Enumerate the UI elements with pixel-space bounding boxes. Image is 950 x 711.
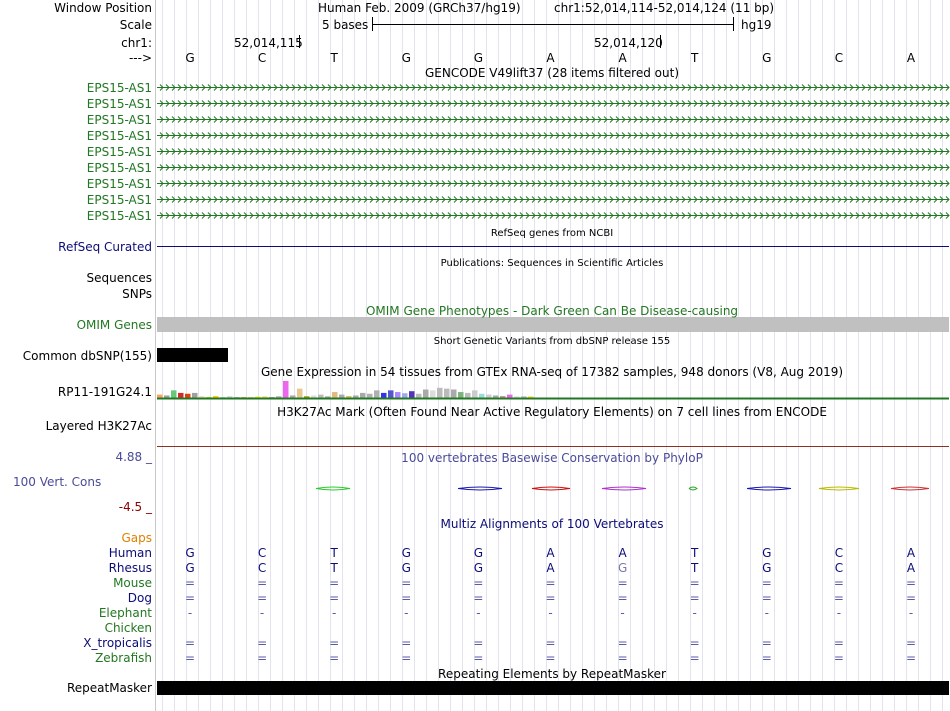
alignment-base: T [330, 561, 338, 575]
alignment-base: = [473, 651, 484, 665]
gtex-tissue-bar[interactable] [185, 394, 191, 398]
gtex-tissue-bar[interactable] [388, 390, 394, 398]
alignment-base: A [906, 546, 916, 560]
gencode-item-label[interactable]: EPS15-AS1 [86, 193, 152, 207]
gencode-track-title[interactable]: GENCODE V49lift37 (28 items filtered out) [424, 66, 680, 80]
alignment-base: T [691, 546, 699, 560]
gtex-track-title[interactable]: Gene Expression in 54 tissues from GTEx RNA-seq of 17382 samples, 948 donors (V8, Aug 2019) [260, 365, 844, 379]
alignment-base: - [476, 606, 481, 620]
gtex-tissue-bar[interactable] [360, 393, 366, 398]
alignment-base: = [473, 591, 484, 605]
repeatmasker-block[interactable] [157, 681, 949, 695]
base-letter: T [330, 51, 338, 65]
alignment-base: G [617, 561, 628, 575]
gtex-tissue-bar[interactable] [367, 394, 373, 398]
alignment-base: = [401, 576, 412, 590]
snps-label[interactable]: SNPs [122, 287, 152, 301]
coord-label-1: 52,014,115 [234, 36, 303, 50]
gencode-item-label[interactable]: EPS15-AS1 [86, 97, 152, 111]
gtex-tissue-bar[interactable] [297, 389, 303, 398]
alignment-base: G [762, 561, 772, 575]
gtex-tissue-bar[interactable] [374, 390, 380, 398]
gtex-tissue-bar[interactable] [283, 381, 289, 398]
gencode-item-label[interactable]: EPS15-AS1 [86, 113, 152, 127]
gencode-item-label[interactable]: EPS15-AS1 [86, 177, 152, 191]
alignment-base: G [185, 561, 195, 575]
alignment-base: T [691, 561, 699, 575]
alignment-base: = [689, 636, 700, 650]
alignment-base: = [761, 651, 772, 665]
gtex-tissue-bar[interactable] [171, 390, 177, 398]
alignment-base: = [617, 636, 628, 650]
alignment-base: - [764, 606, 769, 620]
alignment-base: = [617, 591, 628, 605]
alignment-base: - [908, 606, 914, 620]
phylop-score-mark [819, 487, 859, 490]
alignment-base: = [257, 636, 268, 650]
gtex-tissue-bar[interactable] [423, 390, 429, 399]
alignment-base: - [836, 606, 842, 620]
sidebar-divider [155, 0, 156, 711]
alignment-base: G [473, 561, 484, 575]
alignment-base: = [761, 576, 772, 590]
alignment-base: = [905, 576, 917, 590]
alignment-base: = [905, 591, 917, 605]
base-letter: T [691, 51, 699, 65]
alignment-base: = [833, 636, 844, 650]
alignment-base: - [620, 606, 625, 620]
alignment-base: = [329, 636, 340, 650]
gtex-tissue-bar[interactable] [416, 394, 422, 398]
gtex-tissue-bar[interactable] [437, 388, 443, 398]
alignment-base: = [329, 576, 340, 590]
gaps-label[interactable]: Gaps [121, 531, 152, 545]
species-label[interactable]: X_tropicalis [83, 636, 152, 650]
gencode-item-label[interactable]: EPS15-AS1 [86, 81, 152, 95]
alignment-base: = [257, 651, 268, 665]
alignment-base: = [329, 651, 340, 665]
gtex-tissue-bar[interactable] [472, 390, 478, 398]
phylop-score-mark [602, 487, 646, 490]
alignment-base: = [545, 591, 556, 605]
base-letter: C [834, 51, 844, 65]
refseq-label[interactable]: RefSeq Curated [58, 240, 152, 254]
alignment-base: = [689, 651, 700, 665]
alignment-base: = [833, 591, 844, 605]
alignment-base: = [617, 576, 628, 590]
publications-track-title[interactable]: Publications: Sequences in Scientific Articles [440, 258, 664, 269]
gtex-tissue-bar[interactable] [451, 390, 457, 399]
alignment-base: A [618, 546, 627, 560]
alignment-base: = [761, 591, 772, 605]
position-readout: chr1:52,014,114-52,014,124 (11 bp) [554, 1, 775, 15]
species-label[interactable]: Human [108, 546, 152, 560]
gtex-tissue-bar[interactable] [444, 389, 450, 398]
species-label[interactable]: Zebrafish [95, 651, 152, 665]
base-letter: G [762, 51, 772, 65]
alignment-base: - [548, 606, 553, 620]
gtex-tissue-bar[interactable] [458, 392, 464, 398]
alignment-base: G [762, 546, 772, 560]
alignment-base: G [473, 546, 484, 560]
gtex-tissue-bar[interactable] [332, 392, 338, 398]
phylop-score-mark [891, 487, 929, 490]
gtex-tissue-bar[interactable] [192, 393, 198, 398]
alignment-base: = [401, 651, 412, 665]
alignment-base: C [257, 546, 267, 560]
alignment-base: = [473, 636, 484, 650]
gtex-tissue-bar[interactable] [395, 392, 401, 398]
alignment-base: = [184, 651, 196, 665]
alignment-base: = [184, 636, 196, 650]
gtex-tissue-bar[interactable] [402, 393, 408, 398]
phylop-score-mark [747, 487, 791, 490]
gtex-tissue-bar[interactable] [507, 395, 513, 398]
gtex-tissue-bar[interactable] [409, 391, 415, 398]
alignment-base: = [545, 651, 556, 665]
alignment-base: = [184, 576, 196, 590]
base-letter: G [473, 51, 484, 65]
alignment-base: = [905, 651, 917, 665]
species-label[interactable]: Dog [127, 591, 152, 605]
omim-track-title[interactable]: OMIM Gene Phenotypes - Dark Green Can Be Disease-causing [365, 304, 739, 318]
gtex-tissue-bar[interactable] [465, 393, 471, 398]
chrom-label: chr1: [121, 36, 152, 50]
alignment-base: A [546, 561, 555, 575]
gencode-item-label[interactable]: EPS15-AS1 [86, 209, 152, 223]
gtex-tissue-bar[interactable] [486, 395, 492, 398]
alignment-base: = [689, 576, 700, 590]
phylop-label[interactable]: 100 Vert. Cons [13, 475, 102, 489]
assembly-title: Human Feb. 2009 (GRCh37/hg19) [318, 1, 521, 15]
repeatmasker-track-title[interactable]: Repeating Elements by RepeatMasker [438, 667, 666, 681]
phylop-track-title[interactable]: 100 vertebrates Basewise Conservation by PhyloP [401, 451, 703, 465]
sequences-label[interactable]: Sequences [86, 271, 152, 285]
alignment-base: A [906, 561, 916, 575]
alignment-base: - [259, 606, 265, 620]
species-label[interactable]: Rhesus [108, 561, 152, 575]
species-label[interactable]: Elephant [98, 606, 152, 620]
species-label[interactable]: Mouse [113, 576, 152, 590]
gtex-gene-label[interactable]: RP11-191G24.1 [57, 385, 152, 399]
gencode-item-label[interactable]: EPS15-AS1 [86, 161, 152, 175]
dbsnp-label[interactable]: Common dbSNP(155) [22, 349, 152, 363]
scale-label: Scale [119, 18, 152, 32]
window-position-label: Window Position [54, 1, 152, 15]
alignment-base: C [257, 561, 267, 575]
multiz-track-title[interactable]: Multiz Alignments of 100 Vertebrates [440, 517, 664, 531]
alignment-base: = [184, 591, 196, 605]
repeatmasker-label[interactable]: RepeatMasker [66, 681, 152, 695]
h3k27ac-track-title[interactable]: H3K27Ac Mark (Often Found Near Active Regulatory Elements) on 7 cell lines from ENCODE [277, 405, 827, 419]
gencode-item-label[interactable]: EPS15-AS1 [86, 129, 152, 143]
phylop-score-mark [458, 487, 502, 490]
gtex-tissue-bar[interactable] [479, 394, 485, 398]
alignment-base: G [401, 546, 411, 560]
alignment-base: = [689, 591, 700, 605]
alignment-base: - [692, 606, 697, 620]
alignment-base: C [834, 561, 844, 575]
h3k27ac-label[interactable]: Layered H3K27Ac [45, 419, 152, 433]
alignment-base: = [617, 651, 628, 665]
alignment-base: A [546, 546, 555, 560]
scale-text: 5 bases [322, 18, 369, 32]
alignment-base: = [545, 576, 556, 590]
alignment-base: G [401, 561, 411, 575]
base-letter: C [257, 51, 267, 65]
omim-gene-bar[interactable] [157, 317, 949, 332]
alignment-base: = [761, 636, 772, 650]
alignment-base: = [401, 636, 412, 650]
alignment-base: = [545, 636, 556, 650]
phylop-score-mark [532, 487, 570, 490]
db-label: hg19 [741, 18, 772, 32]
coord-label-2: 52,014,120 [594, 36, 663, 50]
base-letter: A [618, 51, 627, 65]
omim-label[interactable]: OMIM Genes [76, 318, 152, 332]
alignment-base: - [332, 606, 337, 620]
gtex-tissue-bar[interactable] [339, 395, 345, 398]
base-letter: G [185, 51, 195, 65]
dbsnp-variant-block[interactable] [157, 348, 228, 362]
strand-label: ---> [128, 51, 152, 65]
base-letter: G [401, 51, 411, 65]
phylop-max-label: 4.88 _ [115, 450, 152, 464]
gencode-item-label[interactable]: EPS15-AS1 [86, 145, 152, 159]
gtex-tissue-bar[interactable] [318, 395, 324, 398]
gtex-tissue-bar[interactable] [178, 393, 184, 398]
alignment-base: = [905, 636, 917, 650]
base-letter: A [906, 51, 916, 65]
gtex-tissue-bar[interactable] [381, 393, 387, 398]
phylop-score-mark [316, 487, 350, 490]
refseq-track-title[interactable]: RefSeq genes from NCBI [490, 228, 614, 239]
alignment-base: = [473, 576, 484, 590]
gtex-tissue-bar[interactable] [157, 395, 163, 398]
alignment-base: = [257, 591, 268, 605]
alignment-base: = [257, 576, 268, 590]
gtex-tissue-bar[interactable] [430, 390, 436, 398]
alignment-base: - [187, 606, 193, 620]
alignment-base: - [404, 606, 409, 620]
alignment-base: C [834, 546, 844, 560]
alignment-base: = [329, 591, 340, 605]
alignment-base: = [401, 591, 412, 605]
phylop-min-label: -4.5 _ [118, 500, 152, 514]
alignment-base: = [833, 576, 844, 590]
dbsnp-track-title[interactable]: Short Genetic Variants from dbSNP release 155 [433, 336, 671, 347]
species-label[interactable]: Chicken [104, 621, 152, 635]
base-letter: A [546, 51, 555, 65]
alignment-base: G [185, 546, 195, 560]
alignment-base: = [833, 651, 844, 665]
alignment-base: T [330, 546, 338, 560]
